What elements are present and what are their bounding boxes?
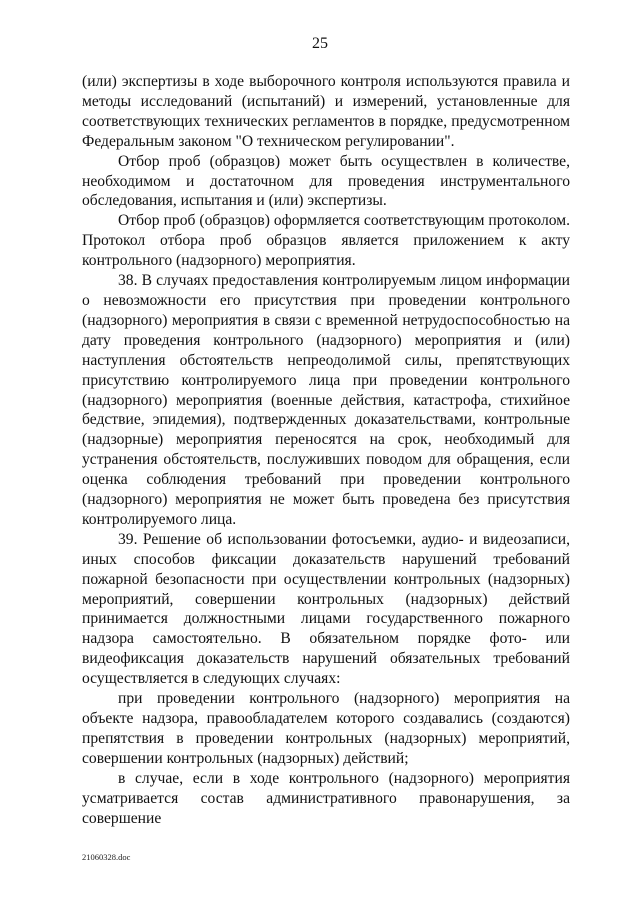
paragraph-clause-39: 39. Решение об использовании фотосъемки, аудио- и видеозаписи, иных способов фиксации доказательств нарушений требований пожарной безопасности при осуществлении контрольных (надзорных) мероприятий, совершении контрольных (надзорных) действий принимается должностными лицами государственного пожарного надзора самостоятельно. В обязательном порядке фото- или видеофиксация доказательств нарушений обязательных требований осуществляется в следующих случаях: [82, 530, 570, 688]
footer-filename: 21060328.doc [82, 852, 131, 862]
paragraph-clause-38: 38. В случаях предоставления контролируемым лицом информации о невозможности его присутствия при проведении контрольного (надзорного) мероприятия в связи с временной нетрудоспособностью на дату проведения контрольного (надзорного) мероприятия и (или) наступления обстоятельств непреодолимой силы, препятствующих присутствию контролируемого лица при проведении контрольного (надзорного) мероприятия (военные действия, катастрофа, стихийное бедствие, эпидемия), подтвержденных доказательствами, контрольные (надзорные) мероприятия переносятся на срок, необходимый для устранения обстоятельств, послуживших поводом для обращения, если оценка соблюдения требований при проведении контрольного (надзорного) мероприятия не может быть проведена без присутствия контролируемого лица. [82, 272, 570, 528]
paragraph-case-obstruction: при проведении контрольного (надзорного) мероприятия на объекте надзора, правообладателем которого создавались (создаются) препятствия в проведении контрольных (надзорных) мероприятий, совершении контрольных (надзорных) действий; [82, 690, 570, 767]
paragraph-case-offense: в случае, если в ходе контрольного (надзорного) мероприятия усматривается состав административного правонарушения, за совершение [82, 769, 570, 827]
page-number: 25 [312, 35, 328, 52]
paragraph-sampling-protocol: Отбор проб (образцов) оформляется соответствующим протоколом. Протокол отбора проб образцов является приложением к акту контрольного (надзорного) мероприятия. [82, 212, 570, 270]
paragraph-continuation: (или) экспертизы в ходе выборочного контроля используются правила и методы исследований (испытаний) и измерений, установленные для соответствующих технических регламентов в порядке, предусмотренном Федеральным законом "О техническом регулировании". [82, 73, 570, 150]
paragraph-sampling-amount: Отбор проб (образцов) может быть осуществлен в количестве, необходимом и достаточном для проведения инструментального обследования, испытания и (или) экспертизы. [82, 152, 570, 210]
document-body [82, 72, 570, 828]
